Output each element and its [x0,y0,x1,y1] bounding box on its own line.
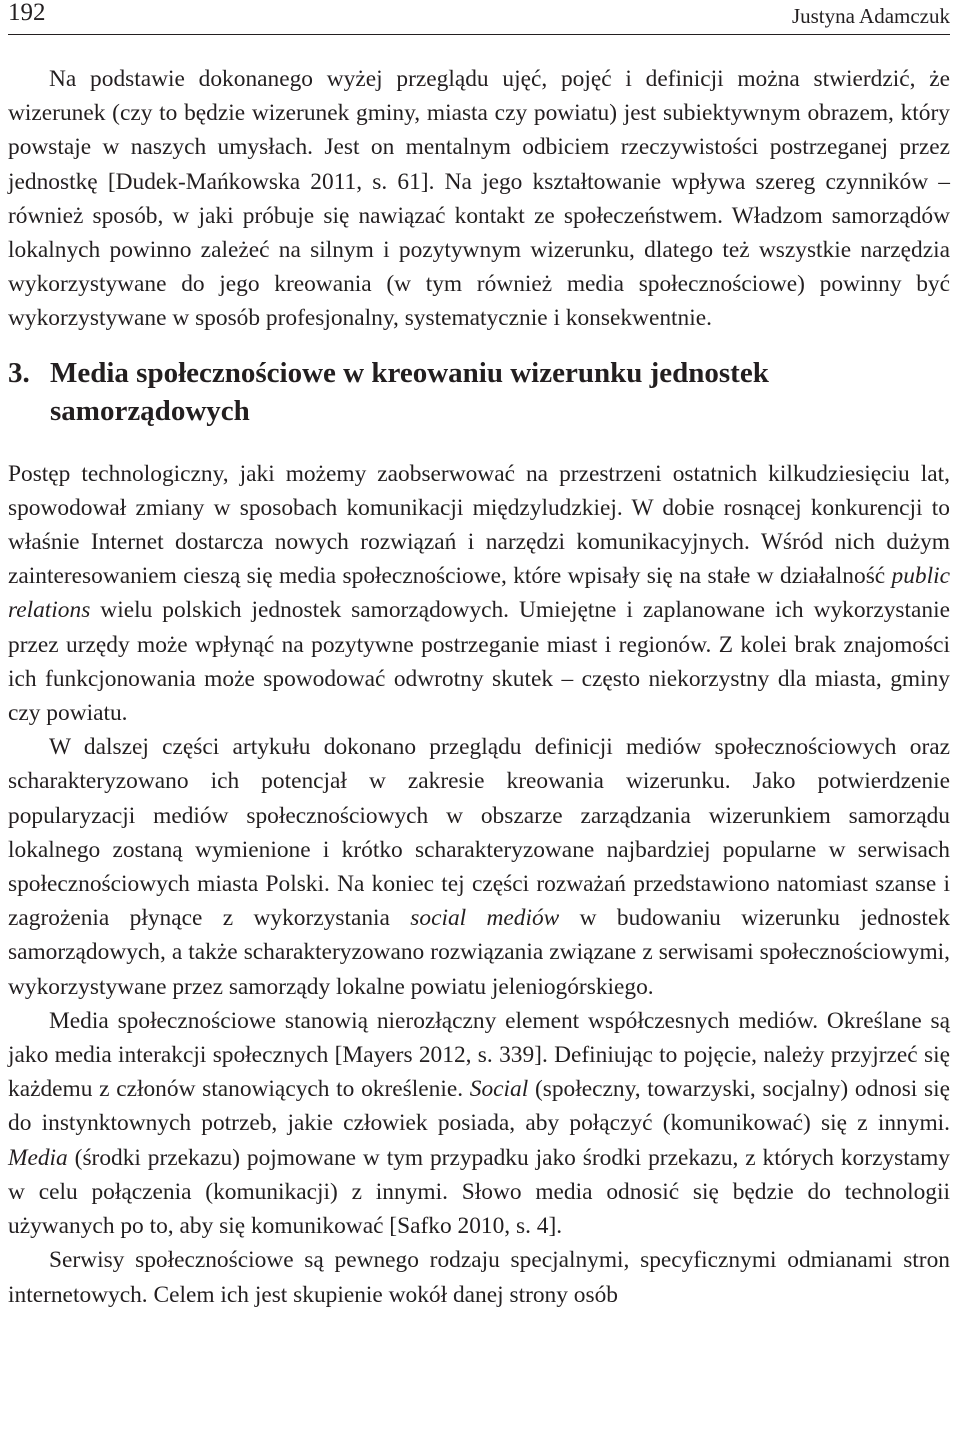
paragraph-social-networks: Serwisy społecznościowe są pewnego rodzaju specjalnymi, specyficznymi odmianami stron internetowych. Celem ich jest skupienie wokół danej strony osób [8,1247,950,1308]
page-number: 192 [8,0,46,26]
paragraph-article-plan [8,730,950,1004]
paragraph-text: W dalszej części artykułu dokonano przeglądu definicji mediów społecznościowych oraz scharakteryzowano ich potencjał w zakresie kreowania wizerunku. Jako potwierdzenie popularyzacji mediów społecznościowych w obszarze zarządzania wizerunkiem samorządu lokalnego zostaną wymienione i krótko scharakteryzowane najbardziej popularne w serwisach społecznościowych miasta Polski. Na koniec tej części rozważań przedstawiono natomiast szanse i zagrożenia płynące z wykorzystania [8,734,950,932]
paragraph-text: Postęp technologiczny, jaki możemy zaobserwować na przestrzeni ostatnich kilkudziesięciu lat, spowodował zmiany w sposobach komunikacji międzyludzkiej. W dobie rosnącej konkurencji to właśnie Internet dostarcza nowych rozwiązań i narzędzi komunikacyjnych. Wśród nich dużym zainteresowaniem cieszą się media społecznościowe, które wpisały się na stałe w działalność [8,460,950,590]
running-head-author: Justyna Adamczuk [791,4,950,28]
page-header [8,0,950,35]
paragraph-text: w budowaniu wizerunku jednostek samorządowych, a także scharakteryzowano rozwiązania związane z serwisami społecznościowymi, wykorzystywane przez samorządy lokalne powiatu jeleniogórskiego. [8,905,950,1000]
paragraph-intro: Na podstawie dokonanego wyżej przeglądu ujęć, pojęć i definicji można stwierdzić, że wizerunek (czy to będzie wizerunek gminy, miasta czy powiatu) jest subiektywnym obrazem, który powstaje w naszych umysłach. Jest on mentalnym odbiciem rzeczywistości postrzeganej przez jednostkę [Dudek-Mańkowska 2011, s. 61]. Na jego kształtowanie wpływa szereg czynników – również sposób, w jaki próbuje się nawiązać kontakt ze społeczeństwem. Władzom samorządów lokalnych powinno zależeć na silnym i pozytywnym wizerunku, dlatego też wszystkie narzędzia wykorzystywane do jego kreowania (w tym również media społecznościowe) powinny być wykorzystywane w sposób profesjonalny, systematycznie i konsekwentnie. [8,66,950,332]
section-title: Media społecznościowe w kreowaniu wizerunku jednostek samorządowych [50,356,769,427]
paragraph-text: (środki przekazu) pojmowane w tym przypadku jako środki przekazu, z których korzystamy w celu połączenia (komunikacji) z innymi. Słowo media odnosić się będzie do technologii używanych po to, aby się komunikować [Safko 2010, s. 4]. [8,1144,950,1240]
paragraph-text: wielu polskich jednostek samorządowych. Umiejętne i zaplanowane ich wykorzystanie przez urzędy może wpłynąć na pozytywne postrzeganie miast i regionów. Z kolei brak znajomości ich funkcjonowania może spowodować odwrotny skutek – często niekorzystny dla miasta, gminy czy powiatu. [8,597,950,727]
italic-term: Media [8,1144,68,1171]
page-body [8,62,950,1312]
italic-term: social mediów [410,905,560,932]
italic-term: public relations [8,563,950,624]
paragraph-definition [8,1004,950,1243]
section-heading [8,354,950,430]
italic-term: Social [469,1076,529,1103]
paragraph-text: (społeczny, towarzyski, socjalny) odnosi się do instynktownych potrzeb, jakie człowiek posiada, aby połączyć (komunikować) się z innymi. [8,1076,950,1137]
paragraph-technology [8,457,950,731]
paragraph-text: Media społecznościowe stanowią nierozłączny element współczesnych mediów. Określane są jako media interakcji społecznych [Mayers 2012, s. 339]. Definiując to pojęcie, należy przyjrzeć się każdemu z członów stanowiących to określenie. [8,1007,950,1103]
section-number: 3. [8,356,30,389]
